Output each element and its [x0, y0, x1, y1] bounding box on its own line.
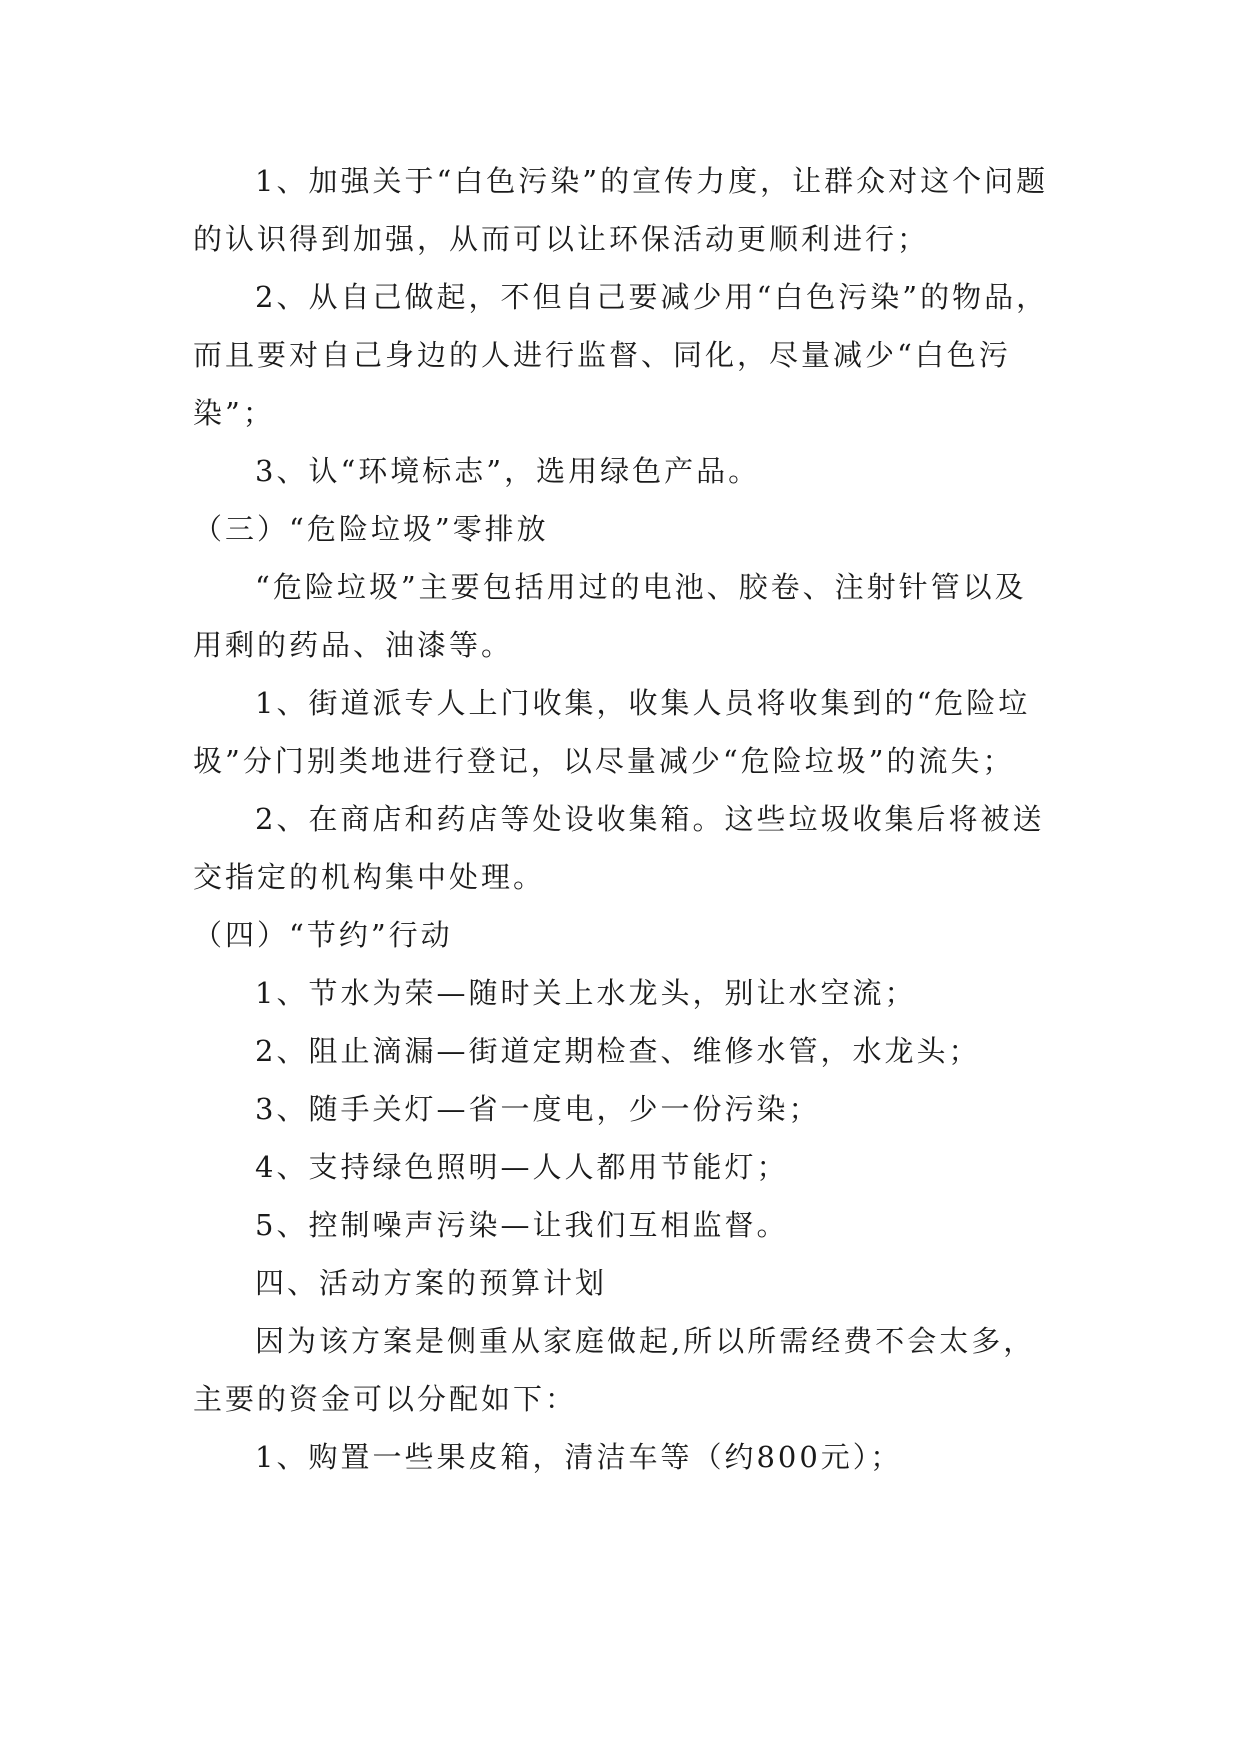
- list-item-save-water: 1、节水为荣—随时关上水龙头，别让水空流；: [255, 976, 917, 1010]
- section-heading-budget-plan: 四、活动方案的预算计划: [255, 1266, 608, 1300]
- paragraph-door-to-door-collection: 1、街道派专人上门收集，收集人员将收集到的“危险垃圾”分门别类地进行登记，以尽量减少“危险垃圾”的流失；: [193, 686, 1031, 778]
- list-item-stop-leaks: 2、阻止滴漏—街道定期检查、维修水管，水龙头；: [255, 1034, 981, 1068]
- paragraph-hazardous-waste-definition: “危险垃圾”主要包括用过的电池、胶卷、注射针管以及用剩的药品、油漆等。: [193, 570, 1027, 662]
- paragraph-environmental-label: 3、认“环境标志”，选用绿色产品。: [255, 454, 761, 488]
- document-body: [193, 152, 1055, 1486]
- paragraph-white-pollution-publicity: 1、加强关于“白色污染”的宣传力度，让群众对这个问题的认识得到加强，从而可以让环保活动更顺利进行；: [193, 164, 1049, 256]
- list-item-purchase-bins: 1、购置一些果皮箱，清洁车等（约800元）；: [255, 1440, 903, 1474]
- section-heading-hazardous-waste: （三）“危险垃圾”零排放: [193, 512, 549, 546]
- paragraph-start-from-self: 2、从自己做起，不但自己要减少用“白色污染”的物品，而且要对自己身边的人进行监督、同化，尽量减少“白色污染”；: [193, 280, 1049, 430]
- list-item-turn-off-lights: 3、随手关灯—省一度电，少一份污染；: [255, 1092, 821, 1126]
- list-item-green-lighting: 4、支持绿色照明—人人都用节能灯；: [255, 1150, 789, 1184]
- list-item-noise-control: 5、控制噪声污染—让我们互相监督。: [255, 1208, 789, 1242]
- paragraph-collection-boxes: 2、在商店和药店等处设收集箱。这些垃圾收集后将被送交指定的机构集中处理。: [193, 802, 1045, 894]
- section-heading-saving-action: （四）“节约”行动: [193, 918, 453, 952]
- paragraph-budget-intro: 因为该方案是侧重从家庭做起,所以所需经费不会太多，主要的资金可以分配如下：: [193, 1324, 1036, 1416]
